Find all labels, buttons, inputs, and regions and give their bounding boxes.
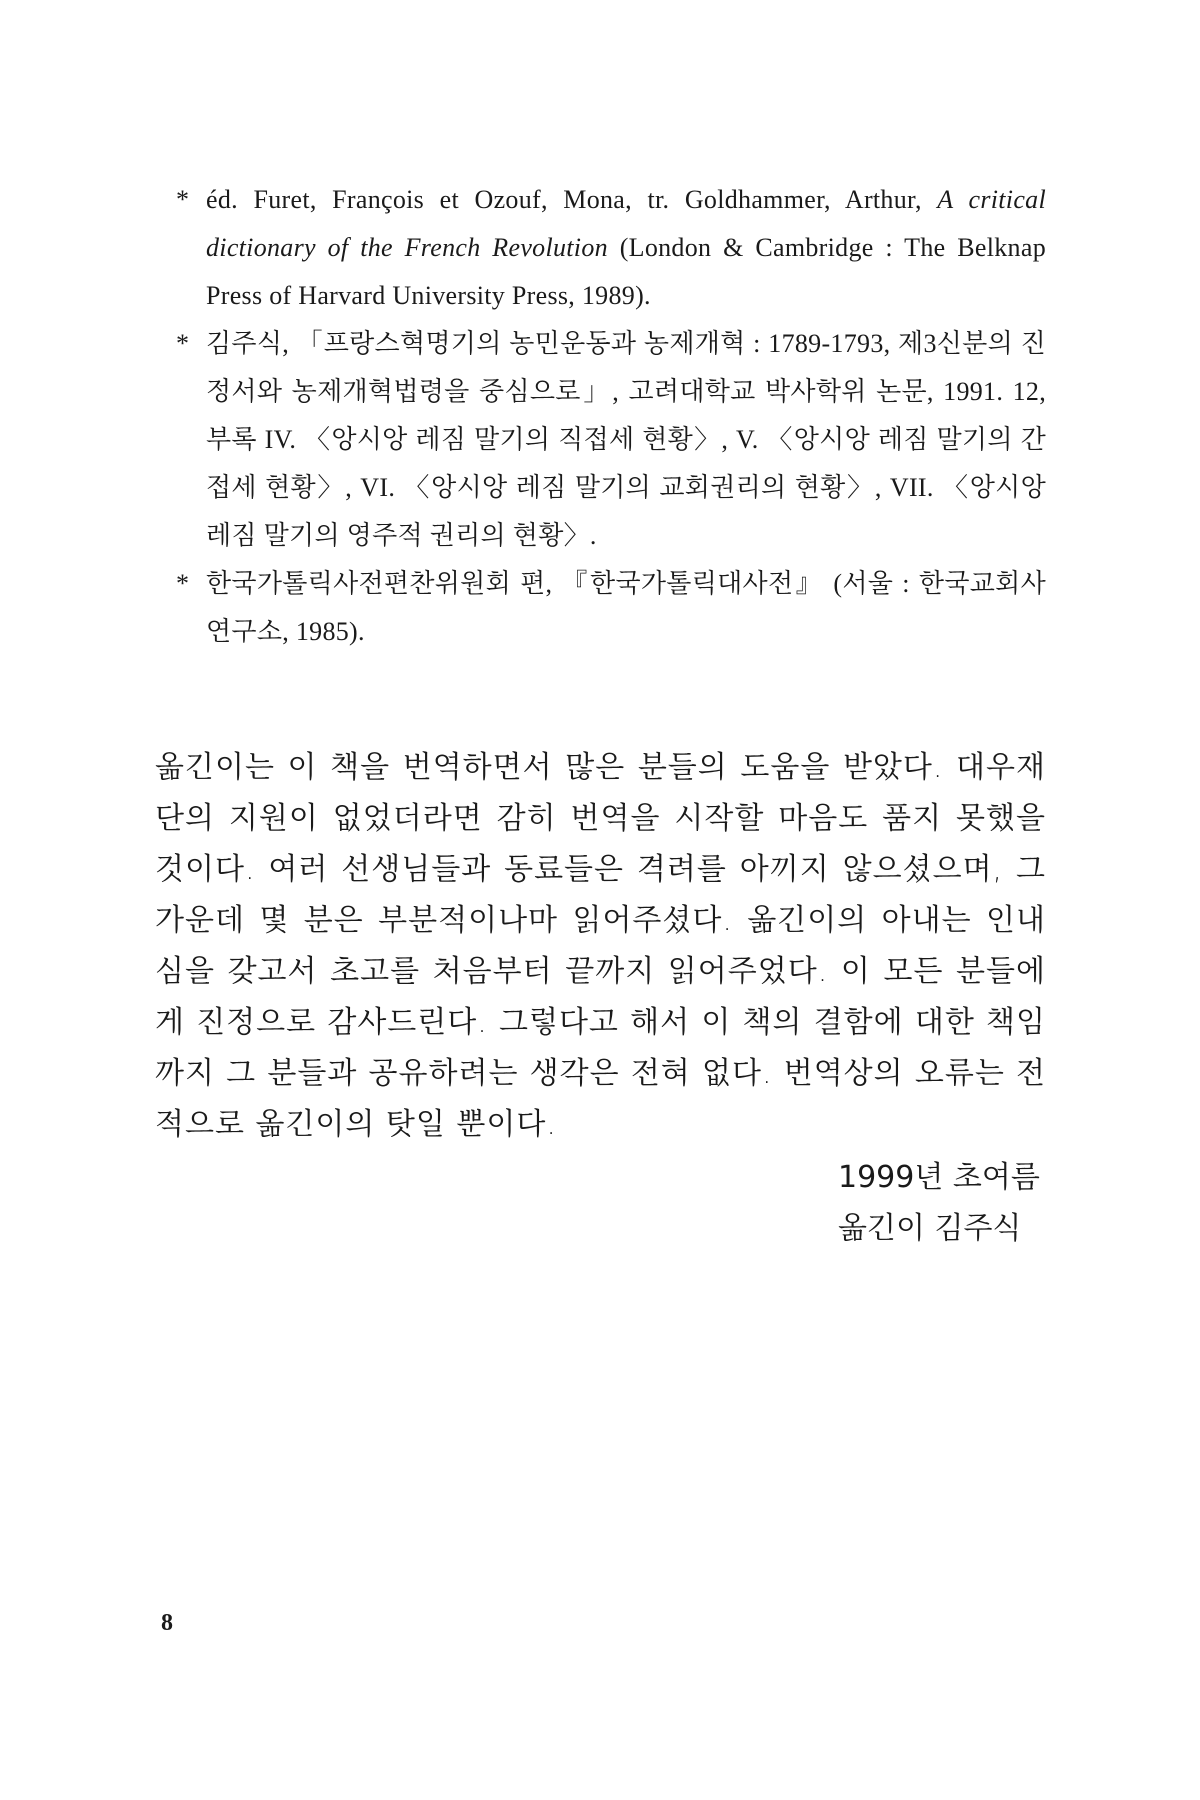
reference-publisher: (London & Cambridge : The Belknap Press of Harvard University Press, 1989). xyxy=(206,233,1046,310)
page-number: 8 xyxy=(161,1610,173,1636)
reference-bullet: * xyxy=(176,569,190,598)
reference-item-2 xyxy=(176,320,1046,560)
acknowledgement-paragraph: 옮긴이는 이 책을 번역하면서 많은 분들의 도움을 받았다. 대우재단의 지원이 없었더라면 감히 번역을 시작할 마음도 품지 못했을 것이다. 여러 선생님들과 동료들은 격려를 아끼지 않으셨으며, 그 가운데 몇 분은 부분적이나마 읽어주셨다. 옮긴이의 아내는 인내심을 갖고서 초고를 처음부터 끝까지 읽어주었다. 이 모든 분들에게 진정으로 감사드린다. 그렇다고 해서 이 책의 결함에 대한 책임까지 그 분들과 공유하려는 생각은 전혀 없다. 번역상의 오류는 전적으로 옮긴이의 탓일 뿐이다. xyxy=(155,750,1046,1142)
reference-bullet: * xyxy=(176,185,190,214)
signature-block xyxy=(838,1152,1040,1254)
signature-date: 1999년 초여름 xyxy=(838,1160,1040,1195)
reference-text: éd. Furet, François et Ozouf, Mona, tr. Goldhammer, Arthur, xyxy=(206,185,938,214)
reference-text: 한국가톨릭사전편찬위원회 편, 『한국가톨릭대사전』 (서울 : 한국교회사연구소, 1985). xyxy=(206,569,1046,646)
reference-bullet: * xyxy=(176,329,190,358)
signature-author: 옮긴이 김주식 xyxy=(838,1211,1022,1246)
reference-item-3 xyxy=(176,560,1046,656)
reference-text: 김주식, 「프랑스혁명기의 농민운동과 농제개혁 : 1789-1793, 제3신분의 진정서와 농제개혁법령을 중심으로」, 고려대학교 박사학위 논문, 1991. 12, 부록 IV. 〈앙시앙 레짐 말기의 직접세 현황〉, V. 〈앙시앙 레짐 말기의 간접세 현황〉, VI. 〈앙시앙 레짐 말기의 교회권리의 현황〉, VII. 〈앙시앙 레짐 말기의 영주적 권리의 현황〉. xyxy=(206,329,1046,550)
reference-list xyxy=(176,176,1046,656)
reference-title: A critical dictionary of the French Revolution xyxy=(206,185,1046,262)
reference-item-1 xyxy=(176,176,1046,320)
